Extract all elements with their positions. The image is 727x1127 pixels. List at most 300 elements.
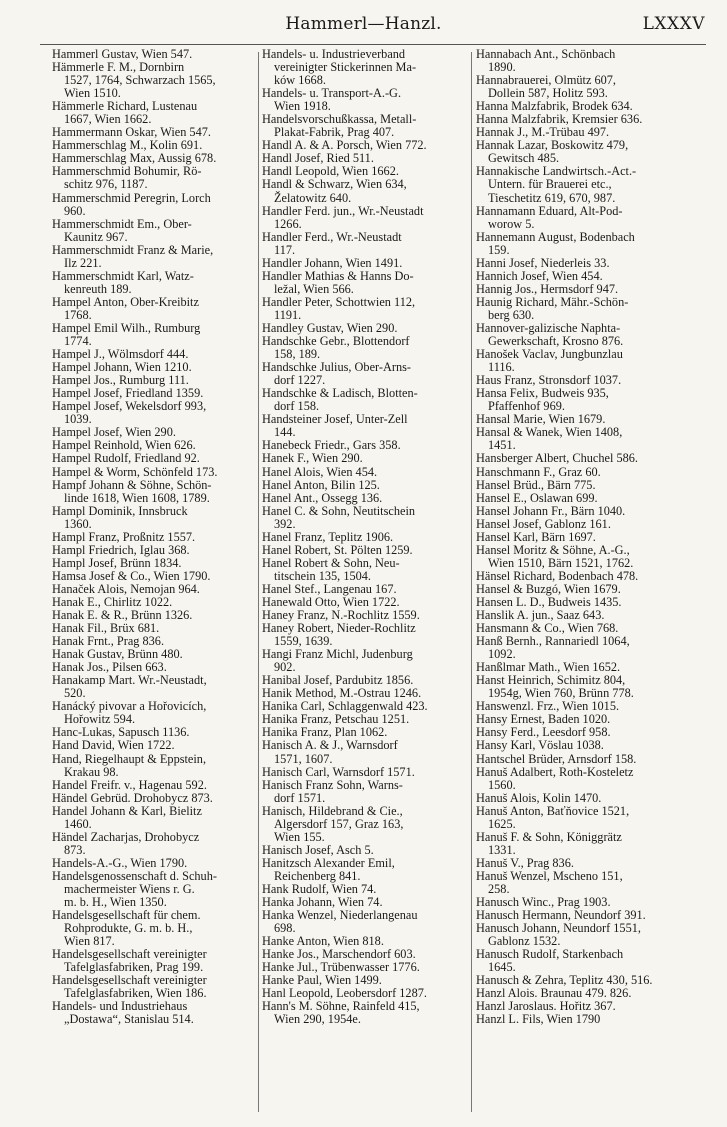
entry-line: Hanisch Josef, Asch 5.: [262, 842, 374, 857]
entry-line: Handler Mathias & Hanns Do-: [262, 268, 414, 283]
directory-entry: [262, 739, 467, 765]
entry-line: Hampel Johann, Wien 1210.: [52, 360, 192, 375]
entry-line: Hanuš Adalbert, Roth-Kosteletz: [476, 764, 634, 779]
entry-continuation: Tafelglasfabriken, Wien 186.: [64, 986, 207, 1001]
directory-entry: [52, 400, 252, 426]
directory-entry: [476, 257, 685, 270]
directory-entry: [52, 674, 252, 700]
entry-line: Hanc-Lukas, Sapusch 1136.: [52, 725, 190, 740]
entry-line: Hanel Alois, Wien 454.: [262, 464, 378, 479]
entry-continuation: machermeister Wiens r. G.: [64, 882, 195, 896]
directory-entry: [476, 283, 685, 296]
entry-line: Handelsgesellschaft vereinigter: [52, 973, 207, 988]
page-title: Hammerl—Hanzl.: [285, 14, 442, 34]
entry-continuation: Tieschetitz 619, 670, 987.: [488, 190, 616, 205]
entry-continuation: titschein 135, 1504.: [274, 568, 372, 583]
entry-line: Hanuš Anton, Baťňovice 1521,: [476, 803, 630, 818]
entry-continuation: Wien 155.: [274, 829, 325, 844]
directory-entry: [52, 948, 252, 974]
entry-continuation: Dollein 587, Holitz 593.: [488, 86, 608, 101]
directory-entry: [476, 205, 685, 231]
directory-entry: [476, 674, 685, 700]
entry-continuation: 1768.: [64, 307, 92, 322]
entry-continuation: Wien 1918.: [274, 99, 331, 114]
entry-line: Hanuš F. & Sohn, Königgrätz: [476, 829, 622, 844]
entry-continuation: Krakau 98.: [64, 764, 119, 779]
directory-entry: [52, 218, 252, 244]
entry-line: Hanak Jos., Pilsen 663.: [52, 660, 167, 675]
entry-line: Hanel Stef., Langenau 167.: [262, 581, 397, 596]
entry-line: Handelsvorschußkassa, Metall-: [262, 112, 417, 127]
entry-line: Hansel Brüd., Bärn 775.: [476, 477, 596, 492]
directory-entry: [262, 113, 467, 139]
directory-entry: [52, 831, 252, 857]
entry-line: Hanel C. & Sohn, Neutitschein: [262, 503, 416, 518]
column-1: [52, 48, 252, 1027]
entry-line: Hanke Anton, Wien 818.: [262, 934, 384, 949]
directory-entry: [476, 1013, 685, 1026]
entry-line: Hampel Josef, Wien 290.: [52, 425, 176, 440]
entry-continuation: 960.: [64, 203, 86, 218]
entry-line: Hanzl Alois. Braunau 479. 826.: [476, 986, 632, 1001]
entry-line: Hand, Riegelhaupt & Eppstein,: [52, 751, 207, 766]
entry-continuation: 520.: [64, 686, 86, 701]
entry-line: Hampl Josef, Brünn 1834.: [52, 555, 182, 570]
directory-entry: [52, 700, 252, 726]
directory-entry: [476, 805, 685, 831]
entry-continuation: 1266.: [274, 216, 302, 231]
entry-continuation: 158, 189.: [274, 347, 321, 362]
column-divider-2: [471, 52, 472, 1112]
entry-continuation: 1039.: [64, 412, 92, 427]
entry-line: Hanika Franz, Plan 1062.: [262, 725, 388, 740]
directory-entry: [52, 570, 252, 583]
directory-entry: [476, 505, 685, 518]
directory-entry: [52, 805, 252, 831]
directory-entry: [262, 257, 467, 270]
entry-line: Hanslik A. jun., Saaz 643.: [476, 608, 605, 623]
directory-entry: [52, 165, 252, 191]
entry-line: Handl Leopold, Wien 1662.: [262, 164, 399, 179]
directory-entry: [262, 270, 467, 296]
entry-line: Hannich Josef, Wien 454.: [476, 268, 603, 283]
directory-entry: [476, 452, 685, 465]
entry-line: Hanibal Josef, Pardubitz 1856.: [262, 673, 414, 688]
directory-entry: [476, 518, 685, 531]
entry-line: Hanak E., Chirlitz 1022.: [52, 594, 173, 609]
directory-entry: [52, 296, 252, 322]
entry-line: Hansy Ferd., Leesdorf 958.: [476, 725, 611, 740]
entry-line: Hansen L. D., Budweis 1435.: [476, 594, 622, 609]
entry-continuation: 1571, 1607.: [274, 751, 333, 766]
directory-entry: [476, 635, 685, 661]
entry-continuation: Reichenberg 841.: [274, 868, 361, 883]
entry-continuation: 1527, 1764, Schwarzach 1565,: [64, 73, 216, 88]
entry-line: Hampl Dominik, Innsbruck: [52, 503, 188, 518]
entry-line: Hampel Rudolf, Friedland 92.: [52, 451, 200, 466]
directory-entry: [476, 296, 685, 322]
directory-entry: [262, 766, 467, 779]
directory-entry: [476, 531, 685, 544]
entry-line: Handel Freifr. v., Hagenau 592.: [52, 777, 207, 792]
entry-line: Hannover-galizische Naphta-: [476, 320, 621, 335]
entry-continuation: 1116.: [488, 360, 515, 375]
entry-line: Haney Robert, Nieder-Rochlitz: [262, 621, 416, 636]
directory-entry: [52, 779, 252, 792]
entry-line: Hanke Paul, Wien 1499.: [262, 973, 382, 988]
directory-entry: [262, 805, 467, 844]
entry-line: Handler Johann, Wien 1491.: [262, 255, 403, 270]
entry-continuation: Želatowitz 640.: [274, 190, 352, 205]
directory-entry: [262, 557, 467, 583]
entry-line: Hammermann Oskar, Wien 547.: [52, 125, 211, 140]
entry-line: Hanisch Franz Sohn, Warns-: [262, 777, 403, 792]
entry-line: Händel Zacharjas, Drohobycz: [52, 829, 200, 844]
directory-entry: [476, 348, 685, 374]
entry-line: Hannemann August, Bodenbach: [476, 229, 635, 244]
entry-line: Hämmerle Richard, Lustenau: [52, 99, 198, 114]
entry-line: Hanzl L. Fils, Wien 1790: [476, 1012, 601, 1027]
directory-entry: [52, 870, 252, 909]
entry-line: Hanusch Hermann, Neundorf 391.: [476, 908, 646, 923]
entry-line: Hanak Frnt., Prag 836.: [52, 634, 165, 649]
entry-continuation: 392.: [274, 516, 296, 531]
entry-continuation: dorf 158.: [274, 399, 320, 414]
entry-line: Hanusch & Zehra, Teplitz 430, 516.: [476, 973, 653, 988]
column-2: [262, 48, 467, 1027]
entry-line: Hanke Jos., Marschendorf 603.: [262, 947, 416, 962]
directory-entry: [476, 270, 685, 283]
directory-entry: [476, 139, 685, 165]
directory-entry: [52, 583, 252, 596]
entry-line: Händel Gebrüd. Drohobycz 873.: [52, 790, 213, 805]
entry-line: Hanak E. & R., Brünn 1326.: [52, 608, 193, 623]
directory-entry: [52, 557, 252, 570]
entry-continuation: ležal, Wien 566.: [274, 281, 354, 296]
directory-entry: [476, 322, 685, 348]
entry-continuation: Wien 290, 1954e.: [274, 1012, 361, 1027]
entry-continuation: Tafelglasfabriken, Prag 199.: [64, 960, 204, 975]
directory-entry: [476, 48, 685, 74]
entry-line: Hanitzsch Alexander Emil,: [262, 855, 395, 870]
entry-line: Hanebeck Friedr., Gars 358.: [262, 438, 401, 453]
entry-line: Hanke Jul., Trübenwasser 1776.: [262, 960, 420, 975]
entry-line: Hammerschlag M., Kolin 691.: [52, 138, 203, 153]
entry-continuation: 1331.: [488, 842, 516, 857]
entry-line: Hanel Ant., Ossegg 136.: [262, 490, 383, 505]
entry-continuation: 873.: [64, 842, 86, 857]
entry-continuation: 1890.: [488, 60, 516, 75]
entry-line: Hampel Josef, Friedland 1359.: [52, 386, 204, 401]
entry-line: Haney Franz, N.-Rochlitz 1559.: [262, 608, 420, 623]
directory-entry: [476, 739, 685, 752]
entry-continuation: 144.: [274, 425, 296, 440]
entry-continuation: 1451.: [488, 438, 516, 453]
entry-line: Hämmerle F. M., Dornbirn: [52, 60, 185, 75]
directory-entry: [476, 544, 685, 570]
entry-line: Hanß Bernh., Rannariedl 1064,: [476, 634, 630, 649]
directory-entry: [476, 165, 685, 204]
entry-line: Hanika Carl, Schlaggenwald 423.: [262, 699, 428, 714]
entry-line: Hanka Wenzel, Niederlangenau: [262, 908, 418, 923]
entry-line: Hampel Emil Wilh., Rumburg: [52, 320, 201, 335]
entry-line: Handler Ferd., Wr.-Neustadt: [262, 229, 402, 244]
entry-line: Handel Johann & Karl, Bielitz: [52, 803, 202, 818]
directory-entry: [476, 466, 685, 479]
directory-entry: [262, 779, 467, 805]
directory-entry: [262, 544, 467, 557]
entry-continuation: „Dostawa“, Stanislau 514.: [64, 1012, 194, 1027]
entry-line: Hanak Gustav, Brünn 480.: [52, 647, 183, 662]
directory-entry: [52, 100, 252, 126]
directory-entry: [262, 505, 467, 531]
directory-entry: [476, 831, 685, 857]
directory-entry: [262, 583, 467, 596]
directory-entry: [262, 466, 467, 479]
directory-entry: [476, 766, 685, 792]
entry-continuation: 117.: [274, 242, 296, 257]
entry-line: Hansa Felix, Budweis 935,: [476, 386, 609, 401]
directory-entry: [262, 387, 467, 413]
entry-continuation: 1954g, Wien 760, Brünn 778.: [488, 686, 634, 701]
entry-line: Hanuš Wenzel, Mscheno 151,: [476, 868, 623, 883]
directory-entry: [262, 531, 467, 544]
entry-continuation: dorf 1227.: [274, 373, 326, 388]
entry-continuation: 1667, Wien 1662.: [64, 112, 152, 127]
entry-line: Hannabrauerei, Olmütz 607,: [476, 73, 616, 88]
entry-line: Hammerschmidt Franz & Marie,: [52, 242, 214, 257]
directory-entry: [52, 531, 252, 544]
entry-line: Hansy Ernest, Baden 1020.: [476, 712, 611, 727]
entry-line: Hampel J., Wölmsdorf 444.: [52, 347, 189, 362]
entry-continuation: Gablonz 1532.: [488, 934, 561, 949]
entry-line: Haus Franz, Stronsdorf 1037.: [476, 373, 622, 388]
entry-line: Hanna Malzfabrik, Kremsier 636.: [476, 112, 643, 127]
directory-entry: [52, 466, 252, 479]
directory-entry: [476, 231, 685, 257]
entry-line: Hanel Robert & Sohn, Neu-: [262, 555, 400, 570]
entry-line: Hampl Friedrich, Iglau 368.: [52, 542, 190, 557]
directory-entry: [52, 505, 252, 531]
entry-line: Handels-A.-G., Wien 1790.: [52, 855, 188, 870]
directory-entry: [262, 648, 467, 674]
entry-line: Handler Peter, Schottwien 112,: [262, 294, 416, 309]
entry-line: Hampel Jos., Rumburg 111.: [52, 373, 189, 388]
entry-continuation: Wien 817.: [64, 934, 115, 949]
entry-continuation: Gewerkschaft, Krosno 876.: [488, 334, 624, 349]
entry-continuation: Kaunitz 967.: [64, 229, 128, 244]
directory-entry: [476, 948, 685, 974]
directory-entry: [262, 479, 467, 492]
entry-line: Hamsa Josef & Co., Wien 1790.: [52, 568, 211, 583]
entry-line: Hansel Johann Fr., Bärn 1040.: [476, 503, 626, 518]
directory-entry: [262, 857, 467, 883]
directory-entry: [52, 857, 252, 870]
entry-continuation: 1360.: [64, 516, 92, 531]
entry-line: Hanßlmar Math., Wien 1652.: [476, 660, 621, 675]
entry-line: Hansel Moritz & Söhne, A.-G.,: [476, 542, 630, 557]
entry-line: Hannamann Eduard, Alt-Pod-: [476, 203, 623, 218]
directory-entry: [262, 87, 467, 113]
entry-line: Hampel Josef, Wekelsdorf 993,: [52, 399, 207, 414]
entry-line: Hammerschmid Peregrin, Lorch: [52, 190, 211, 205]
entry-line: Handl A. & A. Porsch, Wien 772.: [262, 138, 427, 153]
directory-entry: [476, 74, 685, 100]
entry-continuation: dorf 1571.: [274, 790, 326, 805]
directory-entry: [52, 974, 252, 1000]
directory-entry: [262, 361, 467, 387]
directory-entry: [52, 1000, 252, 1026]
directory-entry: [52, 452, 252, 465]
entry-line: Hanka Johann, Wien 74.: [262, 895, 383, 910]
entry-line: Handelsgesellschaft für chem.: [52, 908, 201, 923]
entry-line: Hannakische Landwirtsch.-Act.-: [476, 164, 637, 179]
directory-entry: [262, 1000, 467, 1026]
directory-entry: [476, 492, 685, 505]
entry-continuation: 1559, 1639.: [274, 634, 333, 649]
entry-continuation: Untern. für Brauerei etc.,: [488, 177, 612, 192]
entry-continuation: 1191.: [274, 307, 302, 322]
directory-entry: [52, 792, 252, 805]
entry-line: Hansel Karl, Bärn 1697.: [476, 529, 596, 544]
directory-entry: [262, 48, 467, 87]
entry-line: Hann's M. Söhne, Rainfeld 415,: [262, 999, 420, 1014]
entry-line: Handelsgesellschaft vereinigter: [52, 947, 207, 962]
entry-line: Hansal & Wanek, Wien 1408,: [476, 425, 623, 440]
entry-continuation: 1625.: [488, 816, 516, 831]
entry-line: Hansel E., Oslawan 699.: [476, 490, 598, 505]
entry-line: Hanswenzl. Frz., Wien 1015.: [476, 699, 620, 714]
directory-entry: [52, 244, 252, 270]
page-header: [0, 8, 727, 42]
directory-entry: [476, 570, 685, 583]
directory-entry: [52, 739, 252, 752]
entry-continuation: Rohprodukte, G. m. b. H.,: [64, 921, 193, 936]
directory-entry: [52, 479, 252, 505]
entry-continuation: vereinigter Stickerinnen Ma-: [274, 60, 417, 75]
entry-line: Hanusch Johann, Neundorf 1551,: [476, 921, 641, 936]
entry-line: Hansal Marie, Wien 1679.: [476, 412, 606, 427]
entry-line: Haunig Richard, Mähr.-Schön-: [476, 294, 629, 309]
entry-line: Hammerschmid Bohumir, Rö-: [52, 164, 202, 179]
entry-line: Hantschel Brüder, Arnsdorf 158.: [476, 751, 637, 766]
entry-line: Hannig Jos., Hermsdorf 947.: [476, 281, 619, 296]
directory-entry: [476, 857, 685, 870]
directory-entry: [262, 844, 467, 857]
entry-line: Hampel Anton, Ober-Kreibitz: [52, 294, 199, 309]
header-rule: [40, 44, 706, 45]
entry-line: Hammerl Gustav, Wien 547.: [52, 47, 193, 61]
entry-line: Hansel Josef, Gablonz 161.: [476, 516, 611, 531]
entry-line: Hannak Lazar, Boskowitz 479,: [476, 138, 629, 153]
entry-line: Hanschmann F., Graz 60.: [476, 464, 601, 479]
entry-continuation: 1460.: [64, 816, 92, 831]
entry-line: Hanuš Alois, Kolin 1470.: [476, 790, 602, 805]
entry-line: Hampf Johann & Söhne, Schön-: [52, 477, 212, 492]
entry-line: Hansel & Buzgó, Wien 1679.: [476, 581, 621, 596]
entry-line: Hanácký pivovar a Hořovicích,: [52, 699, 207, 714]
entry-continuation: 1645.: [488, 960, 516, 975]
entry-line: Hammerschmidt Karl, Watz-: [52, 268, 194, 283]
entry-line: Hanuš V., Prag 836.: [476, 855, 574, 870]
entry-line: Hanak Fil., Brüx 681.: [52, 621, 160, 636]
entry-line: Hanika Franz, Petschau 1251.: [262, 712, 410, 727]
directory-entry: [262, 413, 467, 439]
entry-continuation: Gewitsch 485.: [488, 151, 560, 166]
entry-continuation: kenreuth 189.: [64, 281, 132, 296]
entry-continuation: berg 630.: [488, 307, 535, 322]
directory-entry: [476, 753, 685, 766]
directory-entry: [476, 922, 685, 948]
entry-line: Handler Ferd. jun., Wr.-Neustadt: [262, 203, 424, 218]
directory-entry: [262, 622, 467, 648]
entry-line: Hand David, Wien 1722.: [52, 738, 175, 753]
entry-line: Handschke & Ladisch, Blotten-: [262, 386, 418, 401]
entry-line: Hansberger Albert, Chuchel 586.: [476, 451, 638, 466]
entry-line: Handels- u. Industrieverband: [262, 47, 406, 61]
entry-continuation: 159.: [488, 242, 510, 257]
directory-entry: [52, 61, 252, 100]
directory-entry: [262, 296, 467, 322]
entry-line: Hänsel Richard, Bodenbach 478.: [476, 568, 639, 583]
directory-entry: [262, 178, 467, 204]
directory-entry: [476, 583, 685, 596]
directory-entry: [476, 387, 685, 413]
column-divider-1: [258, 52, 259, 1112]
entry-continuation: schitz 976, 1187.: [64, 177, 148, 192]
entry-continuation: 902.: [274, 660, 296, 675]
directory-entry: [52, 322, 252, 348]
entry-line: Hansmann & Co., Wien 768.: [476, 621, 619, 636]
entry-line: Hanaček Alois, Nemojan 964.: [52, 581, 200, 596]
entry-continuation: ków 1668.: [274, 73, 326, 88]
entry-line: Hammerschlag Max, Aussig 678.: [52, 151, 217, 166]
entry-line: Hanošek Vaclav, Jungbunzlau: [476, 347, 623, 362]
entry-line: Hanni Josef, Niederleis 33.: [476, 255, 610, 270]
directory-entry: [262, 452, 467, 465]
entry-continuation: worow 5.: [488, 216, 535, 231]
entry-continuation: 1092.: [488, 647, 516, 662]
entry-continuation: Plakat-Fabrik, Prag 407.: [274, 125, 395, 140]
column-3: [476, 48, 685, 1027]
entry-line: Hanisch A. & J., Warnsdorf: [262, 738, 398, 753]
entry-line: Hanzl Jaroslaus. Hořitz 367.: [476, 999, 616, 1014]
entry-line: Hanel Franz, Teplitz 1906.: [262, 529, 394, 544]
entry-continuation: linde 1618, Wien 1608, 1789.: [64, 490, 210, 505]
entry-continuation: Wien 1510, Bärn 1521, 1762.: [488, 555, 634, 570]
directory-entry: [262, 231, 467, 257]
entry-continuation: Hořowitz 594.: [64, 712, 136, 727]
entry-continuation: 1560.: [488, 777, 516, 792]
entry-continuation: Pfaffenhof 969.: [488, 399, 565, 414]
directory-entry: [262, 909, 467, 935]
entry-line: Hanel Robert, St. Pölten 1259.: [262, 542, 413, 557]
entry-continuation: 698.: [274, 921, 296, 936]
entry-line: Hanel Anton, Bilin 125.: [262, 477, 380, 492]
entry-line: Handl & Schwarz, Wien 634,: [262, 177, 407, 192]
entry-continuation: 258.: [488, 882, 510, 896]
entry-line: Hanisch Carl, Warnsdorf 1571.: [262, 764, 415, 779]
directory-entry: [52, 544, 252, 557]
directory-entry: [476, 426, 685, 452]
entry-line: Hampel Reinhold, Wien 626.: [52, 438, 196, 453]
entry-line: Handley Gustav, Wien 290.: [262, 320, 398, 335]
entry-line: Handels- u. Transport-A.-G.: [262, 86, 402, 101]
entry-line: Hansy Karl, Vöslau 1038.: [476, 738, 604, 753]
entry-continuation: 1774.: [64, 334, 92, 349]
directory-entry: [52, 753, 252, 779]
entry-continuation: Wien 1510.: [64, 86, 121, 101]
